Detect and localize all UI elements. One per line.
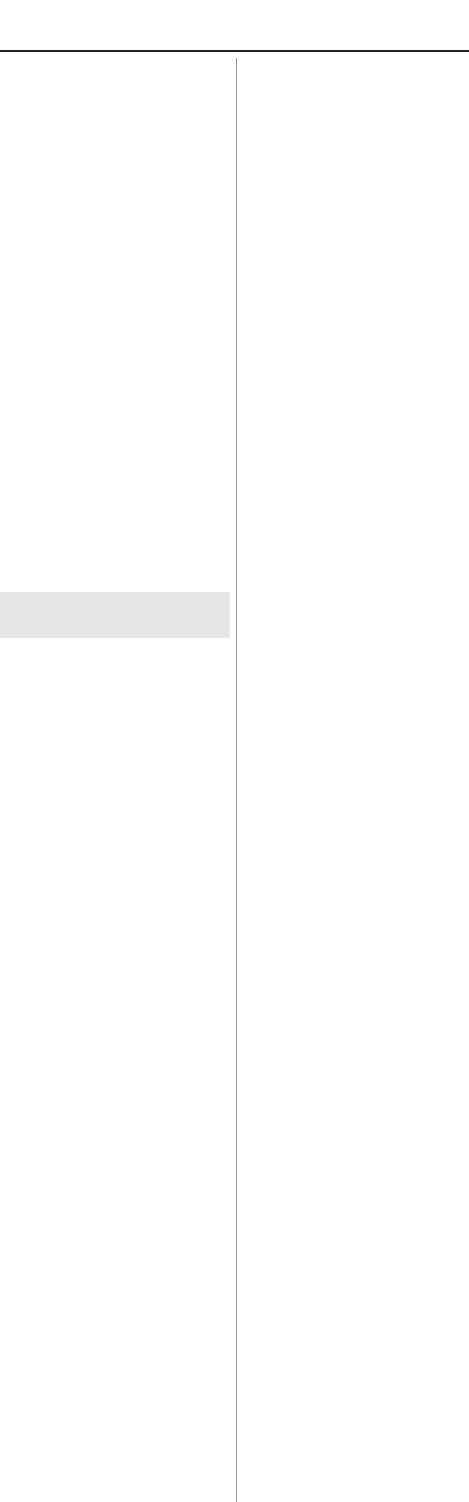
section-heading [0,592,230,638]
column-divider [236,58,237,1502]
headline [0,0,469,52]
